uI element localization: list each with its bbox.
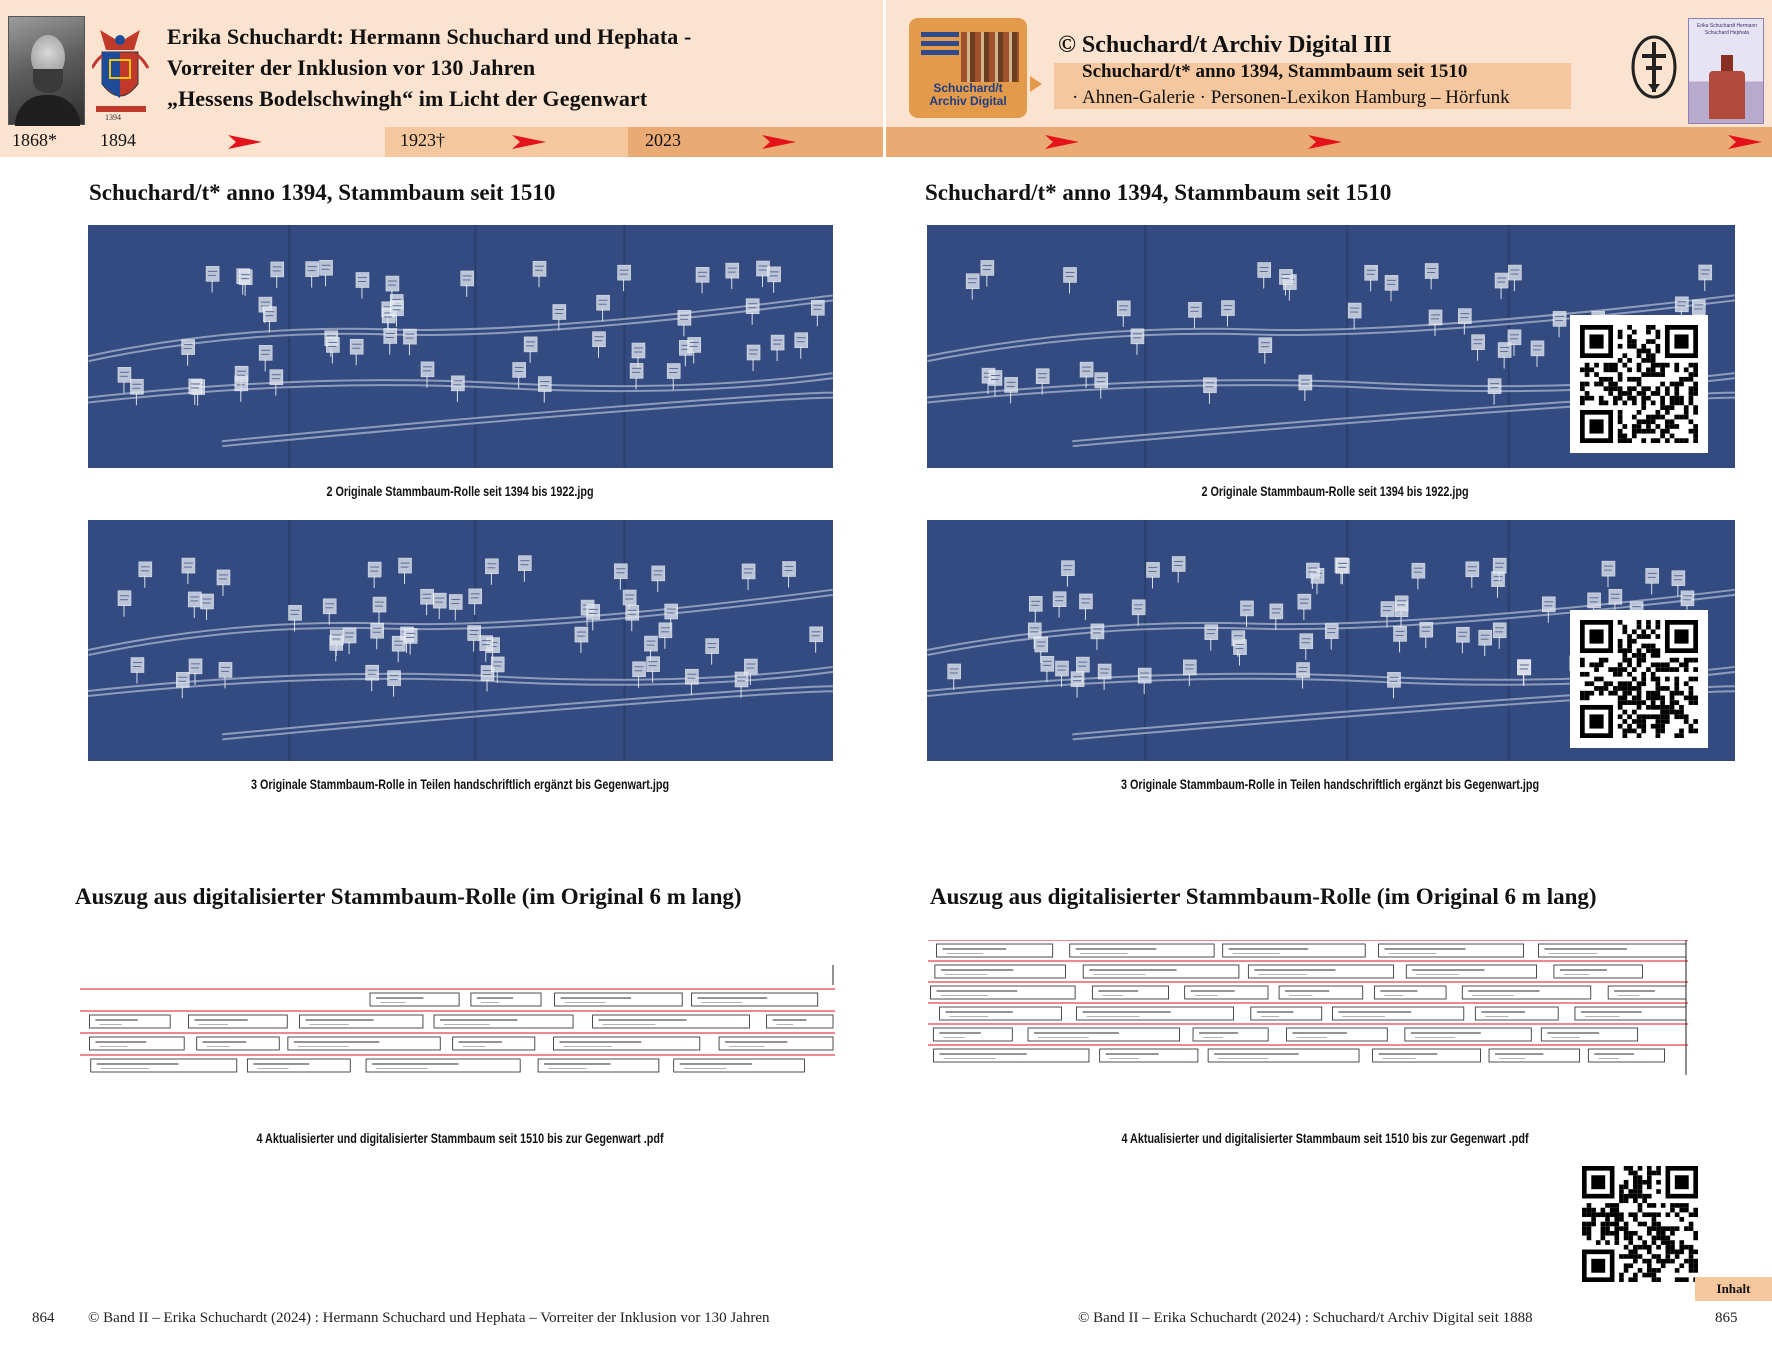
cross-emblem-icon [1630, 34, 1678, 100]
qr-code[interactable] [1570, 315, 1708, 453]
logo-text-line1: Schuchard/t [933, 81, 1003, 95]
left-page-number: 864 [32, 1310, 55, 1326]
timeline-arrow-icon [228, 133, 262, 151]
family-crest-icon [92, 28, 150, 122]
left-digital-tree-excerpt[interactable] [80, 965, 835, 1090]
timeline-year-1868: 1868* [12, 130, 57, 150]
timeline-arrow-icon [1045, 133, 1079, 151]
page-spine [883, 0, 886, 157]
archive-subtitle2: · Ahnen-Galerie · Personen-Lexikon Hamburg – Hörfunk [1072, 87, 1510, 108]
timeline-year-1894: 1894 [100, 130, 136, 150]
right-caption1: 2 Originale Stammbaum-Rolle seit 1394 bis 1922.jpg [1201, 484, 1469, 499]
digital-tree-drawing [80, 965, 835, 1090]
left-caption2: 3 Originale Stammbaum-Rolle in Teilen handschriftlich ergänzt bis Gegenwart.jpg [250, 777, 670, 792]
header-title-line1: Erika Schuchardt: Hermann Schuchard und Hephata - [167, 24, 692, 49]
right-caption2: 3 Originale Stammbaum-Rolle in Teilen handschriftlich ergänzt bis Gegenwart.jpg [1120, 777, 1540, 792]
timeline-year-2023: 2023 [645, 130, 681, 150]
left-scroll-image-1[interactable] [88, 225, 833, 468]
right-footer: © Band II – Erika Schuchardt (2024) : Schuchard/t Archiv Digital seit 1888 [1078, 1310, 1533, 1326]
left-scroll-image-2[interactable] [88, 520, 833, 761]
header-title-line3: „Hessens Bodelschwingh“ im Licht der Gegenwart [167, 86, 648, 111]
archiv-digital-logo[interactable] [909, 18, 1027, 118]
right-caption3: 4 Aktualisierter und digitalisierter Stammbaum seit 1510 bis zur Gegenwart .pdf [1121, 1131, 1529, 1146]
inhalt-link[interactable]: Inhalt [1695, 1277, 1772, 1301]
logo-pointer-icon [1030, 76, 1042, 92]
digital-tree-drawing [928, 940, 1688, 1090]
crest-year: 1394 [105, 113, 121, 122]
archive-subtitle1: Schuchard/t* anno 1394, Stammbaum seit 1510 [1082, 61, 1468, 82]
right-page-number: 865 [1715, 1310, 1738, 1326]
right-scroll-image-2[interactable] [927, 520, 1735, 761]
right-section2-title: Auszug aus digitalisierter Stammbaum-Rolle (im Original 6 m lang) [930, 884, 1597, 909]
left-section1-title: Schuchard/t* anno 1394, Stammbaum seit 1510 [89, 180, 556, 205]
right-digital-tree-excerpt[interactable] [928, 940, 1688, 1090]
left-caption1: 2 Originale Stammbaum-Rolle seit 1394 bis 1922.jpg [326, 484, 594, 499]
book-cover-thumbnail[interactable] [1688, 18, 1764, 124]
family-tree-scroll-drawing [88, 225, 833, 468]
header-title-line2: Vorreiter der Inklusion vor 130 Jahren [167, 55, 536, 80]
qr-code-icon [1580, 325, 1698, 443]
timeline-arrow-icon [512, 133, 546, 151]
logo-text-line2: Archiv Digital [929, 94, 1007, 108]
timeline-arrow-icon [762, 133, 796, 151]
qr-code-icon [1580, 620, 1698, 738]
book-cover-text: Erika Schuchardt Hermann Schuchard Hephata [1696, 23, 1758, 36]
qr-code-bottom[interactable] [1580, 1164, 1700, 1284]
left-section2-title: Auszug aus digitalisierter Stammbaum-Rolle (im Original 6 m lang) [75, 884, 742, 909]
right-section1-title: Schuchard/t* anno 1394, Stammbaum seit 1510 [925, 180, 1392, 205]
qr-code[interactable] [1570, 610, 1708, 748]
timeline-arrow-icon [1308, 133, 1342, 151]
left-footer: © Band II – Erika Schuchardt (2024) : Hermann Schuchard und Hephata – Vorreiter der Inklusion vor 130 Jahren [88, 1310, 770, 1326]
timeline-year-1923: 1923† [400, 130, 445, 150]
qr-code-icon [1582, 1166, 1698, 1282]
left-caption3: 4 Aktualisierter und digitalisierter Stammbaum seit 1510 bis zur Gegenwart .pdf [256, 1131, 664, 1146]
archive-title: © Schuchard/t Archiv Digital III [1058, 32, 1392, 58]
timeline-arrow-icon [1728, 133, 1762, 151]
portrait-photo [8, 16, 85, 125]
right-scroll-image-1[interactable] [927, 225, 1735, 468]
family-tree-scroll-drawing [88, 520, 833, 761]
